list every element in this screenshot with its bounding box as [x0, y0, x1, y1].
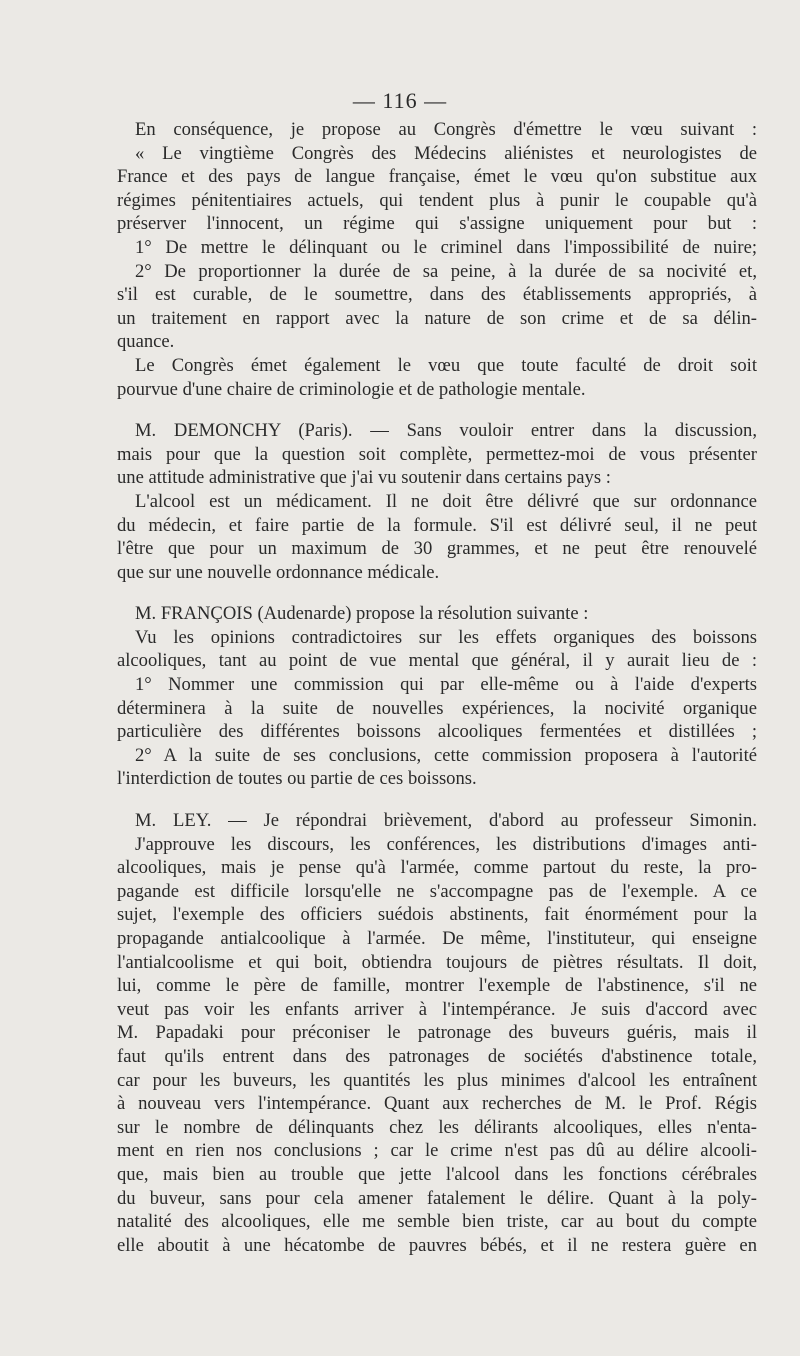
- text-line: l'être que pour un maximum de 30 grammes, et ne peut être renouvelé: [117, 538, 757, 560]
- text-line: mais pour que la question soit complète, permettez-moi de vous présenter: [117, 443, 757, 465]
- text-line: elle aboutit à une hécatombe de pauvres bébés, et il ne restera guère en: [117, 1234, 757, 1256]
- text-line: 1° De mettre le délinquant ou le criminel dans l'impossibilité de nuire;: [135, 236, 757, 258]
- text-line: particulière des différentes boissons alcooliques fermentées et distillées ;: [117, 721, 757, 743]
- text-line: propagande antialcoolique à l'armée. De même, l'instituteur, qui enseigne: [117, 928, 757, 949]
- text-line: l'antialcoolisme et qui boit, obtiendra toujours de piètres résultats. Il doit,: [117, 951, 757, 973]
- text-line: car pour les buveurs, les quantités les plus minimes d'alcool les entraînent: [117, 1069, 757, 1091]
- text-line: du médecin, et faire partie de la formule. S'il est délivré seul, il ne peut: [117, 514, 757, 536]
- text-line: L'alcool est un médicament. Il ne doit être délivré que sur ordonnance: [135, 490, 757, 512]
- text-line: alcooliques, mais je pense qu'à l'armée, comme partout du reste, la pro-: [117, 857, 757, 879]
- text-line: France et des pays de langue française, émet le vœu qu'on substitue aux: [117, 166, 757, 188]
- paragraph-block: [117, 602, 757, 791]
- text-line: 2° De proportionner la durée de sa peine, à la durée de sa nocivité et,: [135, 260, 757, 282]
- paragraph-block: [117, 118, 757, 401]
- text-line: du buveur, sans pour cela amener fatalement le délire. Quant à la poly-: [117, 1187, 757, 1209]
- text-line: un traitement en rapport avec la nature de son crime et de sa délin-: [117, 307, 757, 329]
- text-line: M. FRANÇOIS (Audenarde) propose la résolution suivante :: [135, 603, 589, 625]
- text-line: En conséquence, je propose au Congrès d'émettre le vœu suivant :: [135, 119, 757, 140]
- text-line: sujet, l'exemple des officiers suédois abstinents, fait énormément pour la: [117, 904, 757, 926]
- text-line: déterminera à la suite de nouvelles expériences, la nocivité organique: [117, 697, 757, 719]
- text-line: une attitude administrative que j'ai vu soutenir dans certains pays :: [117, 467, 611, 489]
- text-line: sur le nombre de délinquants chez les délirants alcooliques, elles n'enta-: [117, 1116, 757, 1138]
- paragraph-block: [117, 809, 757, 1257]
- text-line: lui, comme le père de famille, montrer l'exemple de l'abstinence, s'il ne: [117, 975, 757, 997]
- body-text: [117, 118, 757, 1257]
- text-line: préserver l'innocent, un régime qui s'assigne uniquement pour but :: [117, 213, 757, 235]
- text-line: « Le vingtième Congrès des Médecins aliénistes et neurologistes de: [135, 142, 757, 164]
- text-line: que, mais bien au trouble que jette l'alcool dans les fonctions cérébrales: [117, 1163, 757, 1185]
- text-line: pourvue d'une chaire de criminologie et de pathologie mentale.: [117, 378, 586, 400]
- text-line: alcooliques, tant au point de vue mental que général, il y aurait lieu de :: [117, 650, 757, 672]
- text-line: ment en rien nos conclusions ; car le crime n'est pas dû au délire alcooli-: [117, 1140, 757, 1162]
- text-line: régimes pénitentiaires actuels, qui tendent plus à punir le coupable qu'à: [117, 189, 757, 211]
- text-line: s'il est curable, de le soumettre, dans des établissements appropriés, à: [117, 284, 757, 306]
- text-line: que sur une nouvelle ordonnance médicale.: [117, 561, 440, 583]
- text-line: Le Congrès émet également le vœu que toute faculté de droit soit: [135, 354, 757, 376]
- text-line: M. Papadaki pour préconiser le patronage des buveurs guéris, mais il: [117, 1022, 757, 1044]
- text-line: faut qu'ils entrent dans des patronages de sociétés d'abstinence totale,: [117, 1045, 757, 1067]
- text-line: pagande est difficile lorsqu'elle ne s'accompagne pas de l'exemple. A ce: [117, 880, 757, 902]
- text-line: natalité des alcooliques, elle me semble bien triste, car au bout du compte: [117, 1211, 757, 1233]
- text-line: M. DEMONCHY (Paris). — Sans vouloir entrer dans la discussion,: [135, 420, 757, 442]
- page-number: — 116 —: [352, 88, 448, 113]
- paragraph-block: [117, 419, 757, 584]
- text-line: Vu les opinions contradictoires sur les effets organiques des boissons: [135, 626, 757, 648]
- text-line: 2° A la suite de ses conclusions, cette commission proposera à l'autorité: [135, 744, 757, 766]
- text-line: l'interdiction de toutes ou partie de ces boissons.: [117, 768, 477, 790]
- text-line: M. LEY. — Je répondrai brièvement, d'abord au professeur Simonin.: [135, 810, 757, 832]
- text-line: 1° Nommer une commission qui par elle-même ou à l'aide d'experts: [135, 674, 757, 696]
- text-line: à nouveau vers l'intempérance. Quant aux recherches de M. le Prof. Régis: [117, 1093, 757, 1115]
- text-line: veut pas voir les enfants arriver à l'intempérance. Je suis d'accord avec: [117, 998, 757, 1020]
- text-line: J'approuve les discours, les conférences, les distributions d'images anti-: [135, 833, 757, 855]
- text-line: quance.: [117, 331, 175, 353]
